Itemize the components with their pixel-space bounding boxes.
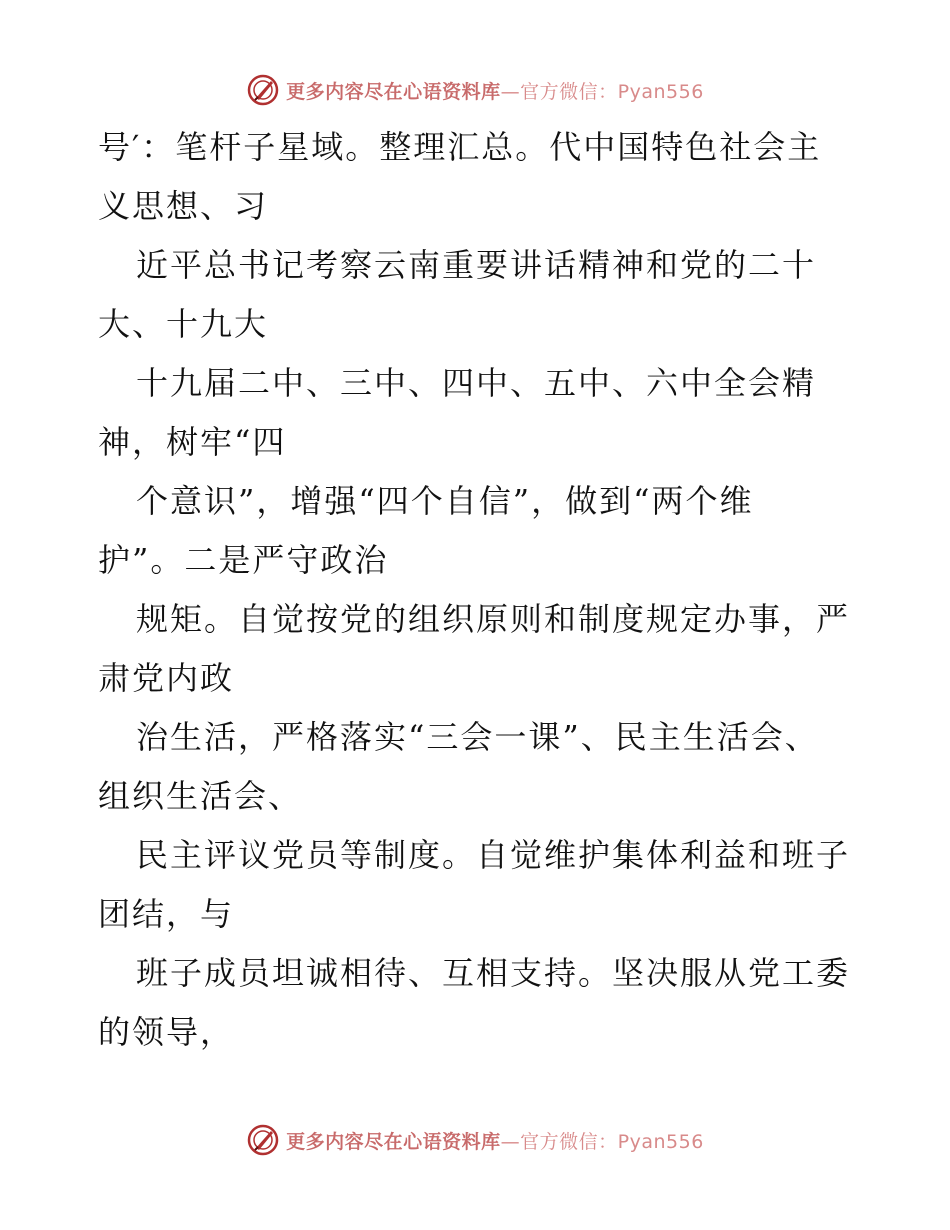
text-line: 大、十九大 xyxy=(98,305,269,343)
text-line: 神，树牢“四 xyxy=(98,423,287,461)
header-contact: —官方微信：Pyan556 xyxy=(500,80,704,103)
text-line: 护”。二是严守政治 xyxy=(98,541,389,579)
header-slogan: 更多内容尽在心语资料库 xyxy=(286,80,501,103)
text-line: 组织生活会、 xyxy=(98,777,303,815)
text-line: 的领导， xyxy=(98,1013,235,1051)
text-line: 义思想、习 xyxy=(98,187,269,225)
text-line: 个意识”，增强“四个自信”，做到“两个维 xyxy=(136,482,754,520)
text-line: 班子成员坦诚相待、互相支持。坚决服从党工委 xyxy=(136,954,851,992)
text-line: 十九届二中、三中、四中、五中、六中全会精 xyxy=(136,364,817,402)
footer-banner xyxy=(0,1120,950,1160)
footer-slogan: 更多内容尽在心语资料库 xyxy=(286,1130,501,1153)
text-line: 肃党内政 xyxy=(98,659,235,697)
footer-contact: —官方微信：Pyan556 xyxy=(500,1130,704,1153)
text-line: 治生活，严格落实“三会一课”、民主生活会、 xyxy=(136,718,819,756)
quill-seal-logo-icon xyxy=(246,1123,280,1157)
header-banner xyxy=(0,70,950,110)
document-body xyxy=(98,118,858,1062)
text-line: 规矩。自觉按党的组织原则和制度规定办事，严 xyxy=(136,600,851,638)
quill-seal-logo-icon xyxy=(246,73,280,107)
text-line: 近平总书记考察云南重要讲话精神和党的二十 xyxy=(136,246,817,284)
text-line: 民主评议党员等制度。自觉维护集体利益和班子 xyxy=(136,836,851,874)
text-line: 号′：笔杆子星域。整理汇总。代中国特色社会主 xyxy=(98,128,822,166)
text-line: 团结，与 xyxy=(98,895,235,933)
